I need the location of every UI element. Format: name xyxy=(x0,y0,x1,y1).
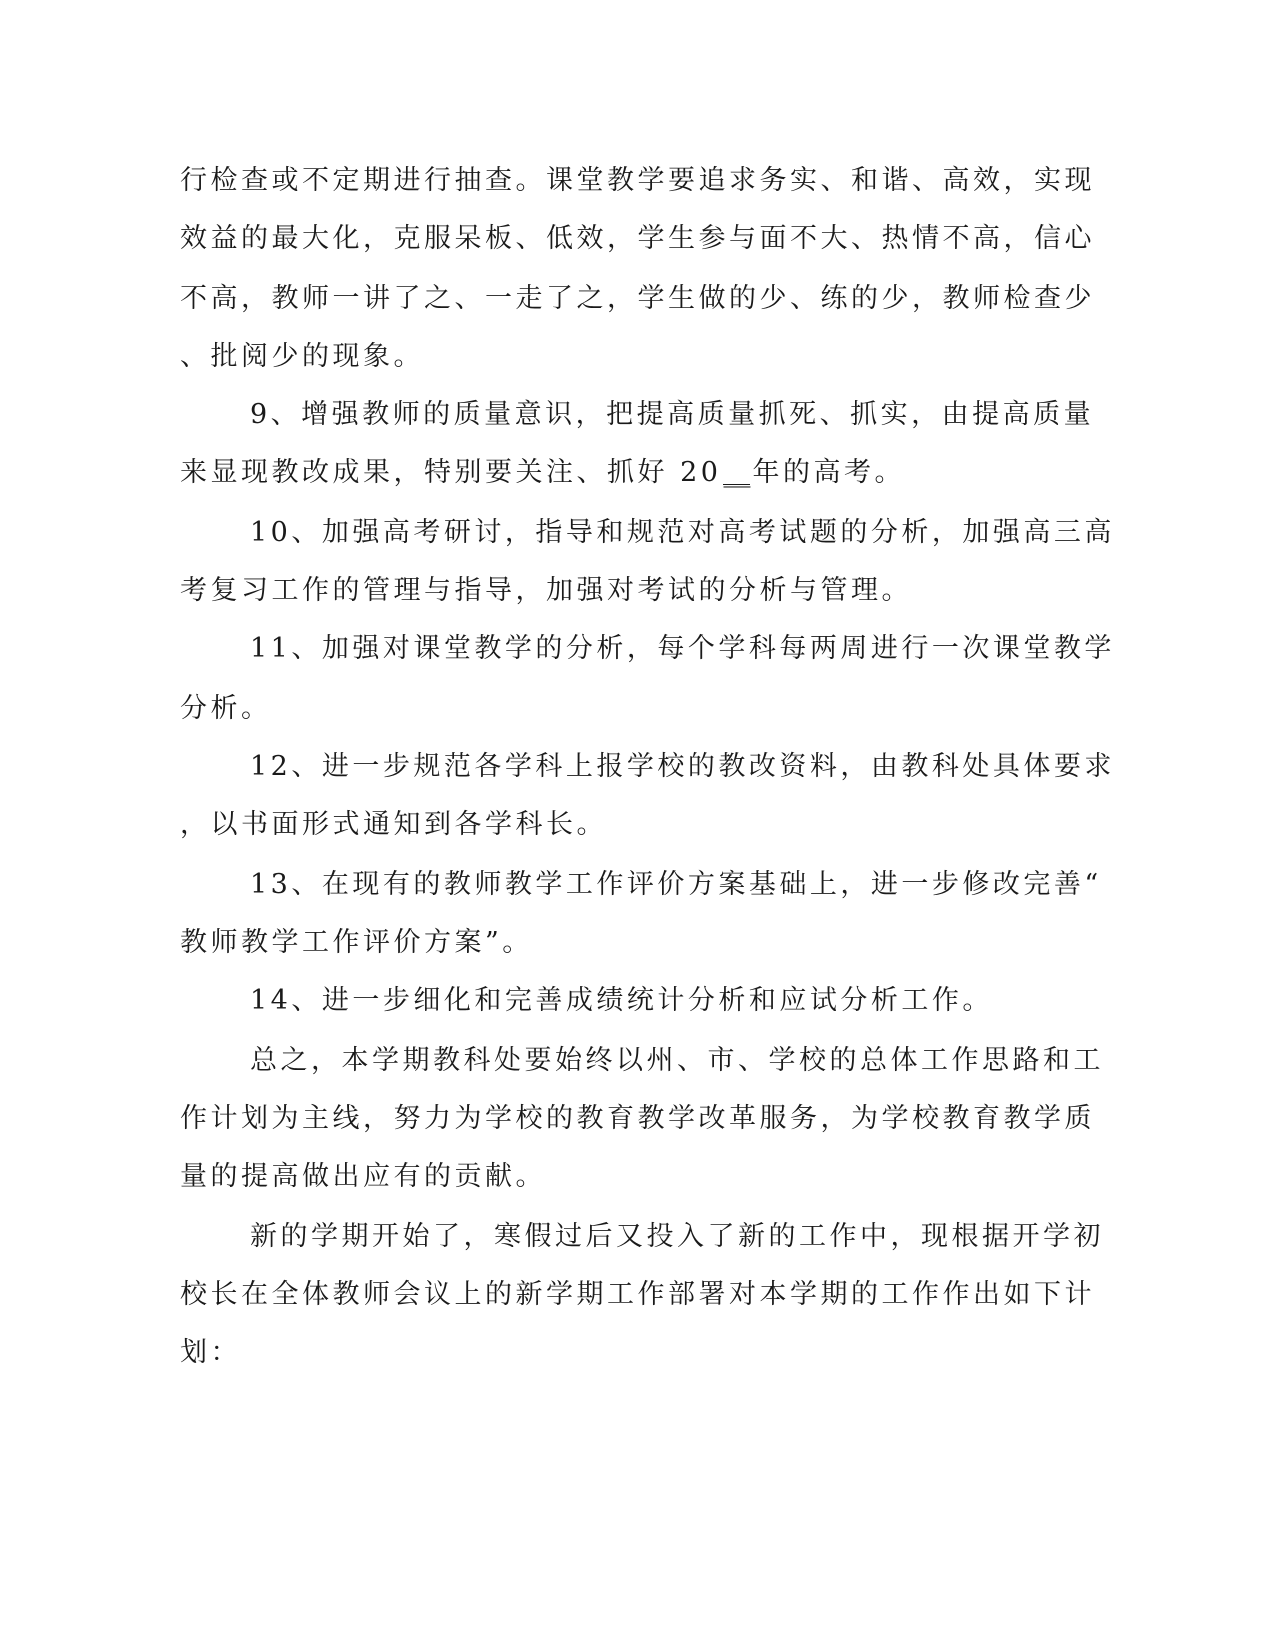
paragraph-11-line-1: 11、加强对课堂教学的分析，每个学科每两周进行一次课堂教学 xyxy=(250,633,1115,664)
year-blank: __ xyxy=(723,457,751,488)
new-plan-line-1: 新的学期开始了，寒假过后又投入了新的工作中，现根据开学初 xyxy=(250,1221,1104,1252)
summary-line-1: 总之，本学期教科处要始终以州、市、学校的总体工作思路和工 xyxy=(250,1045,1104,1076)
gaokao-text-before: 来显现教改成果，特别要关注、抓好 20 xyxy=(180,457,722,488)
paragraph-12-line-2: ，以书面形式通知到各学科长。 xyxy=(180,809,607,840)
summary-line-3: 量的提高做出应有的贡献。 xyxy=(180,1161,546,1192)
paragraph-10-line-2: 考复习工作的管理与指导，加强对考试的分析与管理。 xyxy=(180,575,912,606)
summary-line-2: 作计划为主线，努力为学校的教育教学改革服务，为学校教育教学质 xyxy=(180,1103,1095,1134)
gaokao-text-after: 年的高考。 xyxy=(752,457,905,488)
paragraph-9-line-2 xyxy=(180,456,905,490)
paragraph-13-line-1: 13、在现有的教师教学工作评价方案基础上，进一步修改完善“ xyxy=(250,869,1102,900)
paragraph-11-line-2: 分析。 xyxy=(180,693,272,724)
paragraph-8-line-1: 行检查或不定期进行抽查。课堂教学要追求务实、和谐、高效，实现 xyxy=(180,165,1095,196)
new-plan-line-3: 划： xyxy=(180,1337,241,1368)
new-plan-line-2: 校长在全体教师会议上的新学期工作部署对本学期的工作作出如下计 xyxy=(180,1279,1095,1310)
paragraph-13-line-2: 教师教学工作评价方案”。 xyxy=(180,927,533,958)
paragraph-14-line-1: 14、进一步细化和完善成绩统计分析和应试分析工作。 xyxy=(250,985,993,1016)
paragraph-8-line-2: 效益的最大化，克服呆板、低效，学生参与面不大、热情不高，信心 xyxy=(180,223,1095,254)
paragraph-8-line-4: 、批阅少的现象。 xyxy=(180,341,424,372)
paragraph-8-line-3: 不高，教师一讲了之、一走了之，学生做的少、练的少，教师检查少 xyxy=(180,283,1095,314)
paragraph-9-line-1: 9、增强教师的质量意识，把提高质量抓死、抓实，由提高质量 xyxy=(250,399,1095,430)
paragraph-12-line-1: 12、进一步规范各学科上报学校的教改资料，由教科处具体要求 xyxy=(250,751,1115,782)
paragraph-10-line-1: 10、加强高考研讨，指导和规范对高考试题的分析，加强高三高 xyxy=(250,517,1115,548)
